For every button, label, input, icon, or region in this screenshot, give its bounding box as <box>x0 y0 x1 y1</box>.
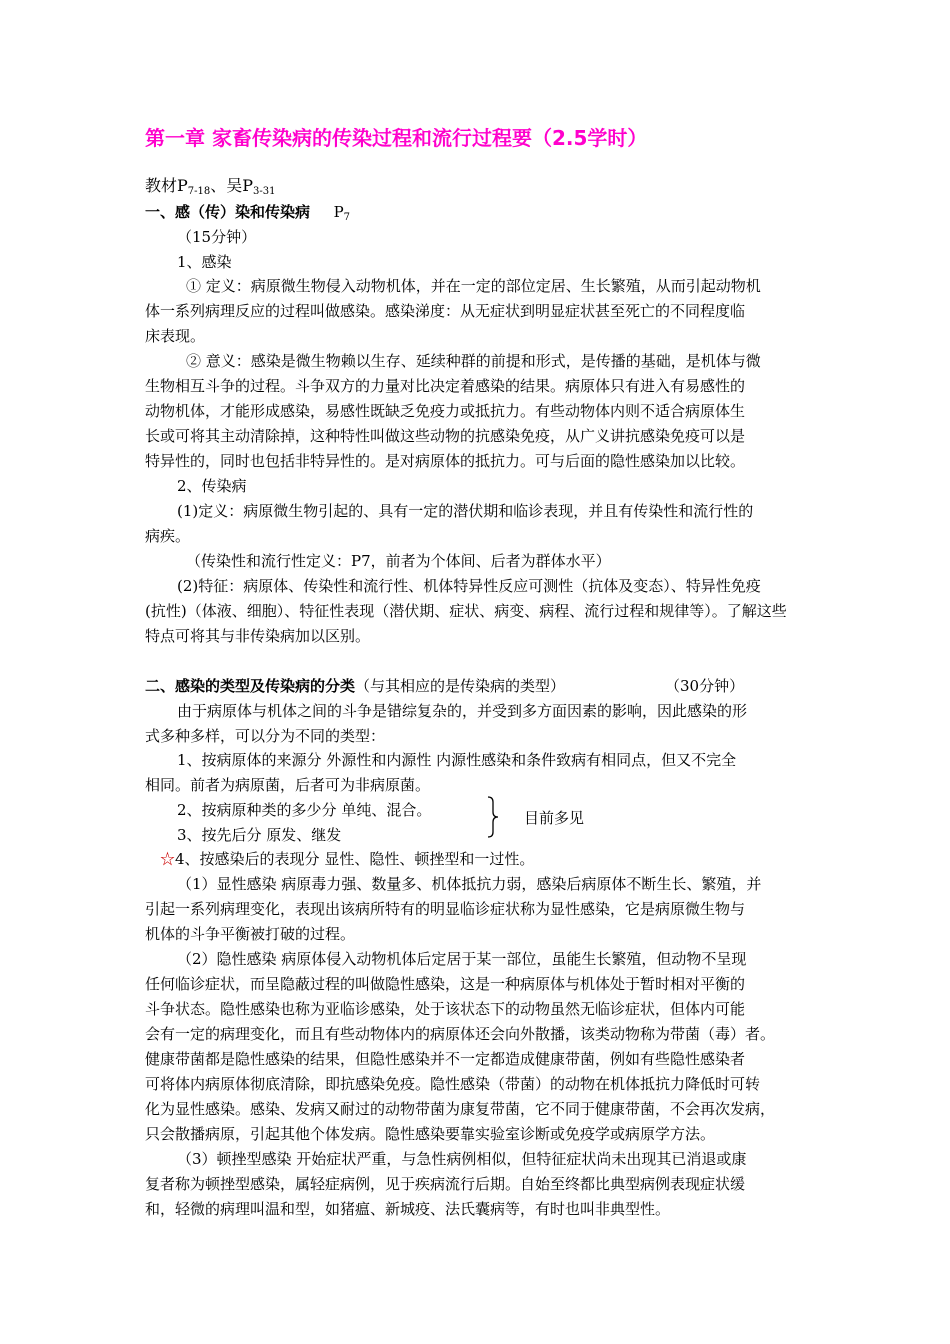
duration-2: （30分钟） <box>665 677 745 695</box>
paragraph-line: 复者称为顿挫型感染，属轻症病例，见于疾病流行后期。自始至终都比典型病例表现症状缓 <box>145 1175 746 1193</box>
paragraph-line: 斗争状态。隐性感染也称为亚临诊感染，处于该状态下的动物虽然无临诊症状，但体内可能 <box>145 1000 746 1018</box>
star-item-text: 4、按感染后的表现分 显性、隐性、顿挫型和一过性。 <box>175 850 535 868</box>
section-2-title: 二、感染的类型及传染病的分类 <box>145 677 356 695</box>
paragraph-line: 动物机体，才能形成感染，易感性既缺乏免疫力或抵抗力。有些动物体内则不适合病原体生 <box>145 402 746 420</box>
section-2-heading <box>145 676 565 696</box>
section-1-title: 一、感（传）染和传染病 <box>145 203 311 221</box>
paragraph-line: 化为显性感染。感染、发病又耐过的动物带菌为康复带菌，它不同于健康带菌，不会再次发病， <box>145 1100 776 1118</box>
paragraph-line: 1、按病原体的来源分 外源性和内源性 内源性感染和条件致病有相同点，但又不完全 <box>177 751 737 769</box>
paragraph-line <box>160 849 534 869</box>
subheading-infection: 1、感染 <box>177 253 232 271</box>
paragraph-line: (抗性)（体液、细胞）、特征性表现（潜伏期、症状、病变、病程、流行过程和规律等）。了解这些 <box>145 602 787 620</box>
paragraph-line: 式多种多样，可以分为不同的类型： <box>145 727 386 745</box>
paragraph-line: 病疾。 <box>145 527 191 545</box>
paragraph-line: 特异性的，同时也包括非特异性的。是对病原体的抵抗力。可与后面的隐性感染加以比较。 <box>145 452 746 470</box>
paragraph-line: 特点可将其与非传染病加以区别。 <box>145 627 371 645</box>
curly-brace-icon <box>486 796 500 838</box>
paragraph-line: (2)特征：病原体、传染性和流行性、机体特异性反应可测性（抗体及变态）、特异性免疫 <box>177 577 761 595</box>
paragraph-line: 引起一系列病理变化，表现出该病所特有的明显临诊症状称为显性感染，它是病原微生物与 <box>145 900 746 918</box>
paragraph-line: 可将体内病原体彻底清除，即抗感染免疫。隐性感染（带菌）的动物在机体抵抗力降低时可转 <box>145 1075 761 1093</box>
ref-sep: 、吴P <box>210 176 254 195</box>
ref-a: 教材P <box>145 176 188 195</box>
brace-note: 目前多见 <box>524 809 585 827</box>
paragraph-line: 2、按病原种类的多少分 单纯、混合。 <box>177 801 432 819</box>
paragraph-line: （3）顿挫型感染 开始症状严重，与急性病例相似，但特征症状尚未出现其已消退或康 <box>177 1150 747 1168</box>
star-icon: ☆ <box>160 850 176 868</box>
ref-b-pages: 3-31 <box>253 186 276 197</box>
paragraph-line: 只会散播病原，引起其他个体发病。隐性感染要靠实验室诊断或免疫学或病原学方法。 <box>145 1125 716 1143</box>
duration-1: （15分钟） <box>177 228 257 246</box>
paragraph-line: 会有一定的病理变化，而且有些动物体内的病原体还会向外散播，该类动物称为带菌（毒）者。 <box>145 1025 776 1043</box>
textbook-reference <box>145 176 276 202</box>
paragraph-line: 相同。前者为病原菌，后者可为非病原菌。 <box>145 776 431 794</box>
section-1-page: P <box>333 203 344 221</box>
paragraph-line: 体一系列病理反应的过程叫做感染。感染涕度：从无症状到明显症状甚至死亡的不同程度临 <box>145 302 746 320</box>
ref-a-pages: 7-18 <box>187 186 211 197</box>
paragraph-line: 3、按先后分 原发、继发 <box>177 826 342 844</box>
section-1-heading <box>145 202 350 228</box>
paragraph-line: 生物相互斗争的过程。斗争双方的力量对比决定着感染的结果。病原体只有进入有易感性的 <box>145 377 746 395</box>
section-2-note: （与其相应的是传染病的类型） <box>355 677 566 695</box>
paragraph-line: （2）隐性感染 病原体侵入动物机体后定居于某一部位，虽能生长繁殖，但动物不呈现 <box>177 950 747 968</box>
paragraph-line: 和，轻微的病理叫温和型，如猪瘟、新城疫、法氏囊病等，有时也叫非典型性。 <box>145 1200 671 1218</box>
paragraph-line: 健康带菌都是隐性感染的结果，但隐性感染并不一定都造成健康带菌，例如有些隐性感染者 <box>145 1050 746 1068</box>
subheading-infectious-disease: 2、传染病 <box>177 477 247 495</box>
section-1-page-num: 7 <box>343 212 351 223</box>
paragraph-line: 机体的斗争平衡被打破的过程。 <box>145 925 356 943</box>
paragraph-line: 床表现。 <box>145 327 206 345</box>
paragraph-line: (1)定义：病原微生物引起的、具有一定的潜伏期和临诊表现，并且有传染性和流行性的 <box>177 502 754 520</box>
paragraph-line: 任何临诊症状，而呈隐蔽过程的叫做隐性感染，这是一种病原体与机体处于暂时相对平衡的 <box>145 975 746 993</box>
paragraph-line: 由于病原体与机体之间的斗争是错综复杂的，并受到多方面因素的影响，因此感染的形 <box>177 702 748 720</box>
paragraph-line: ① 定义：病原微生物侵入动物机体，并在一定的部位定居、生长繁殖，从而引起动物机 <box>186 277 761 295</box>
paragraph-line: 长或可将其主动清除掉，这种特性叫做这些动物的抗感染免疫，从广义讲抗感染免疫可以是 <box>145 427 746 445</box>
paragraph-line: （1）显性感染 病原毒力强、数量多、机体抵抗力弱，感染后病原体不断生长、繁殖，并 <box>177 875 762 893</box>
paragraph-line: ② 意义：感染是微生物赖以生存、延续种群的前提和形式，是传播的基础，是机体与微 <box>186 352 761 370</box>
paragraph-line: （传染性和流行性定义：P7，前者为个体间、后者为群体水平） <box>186 552 611 570</box>
chapter-title: 第一章 家畜传染病的传染过程和流行过程要（2.5学时） <box>145 126 648 150</box>
